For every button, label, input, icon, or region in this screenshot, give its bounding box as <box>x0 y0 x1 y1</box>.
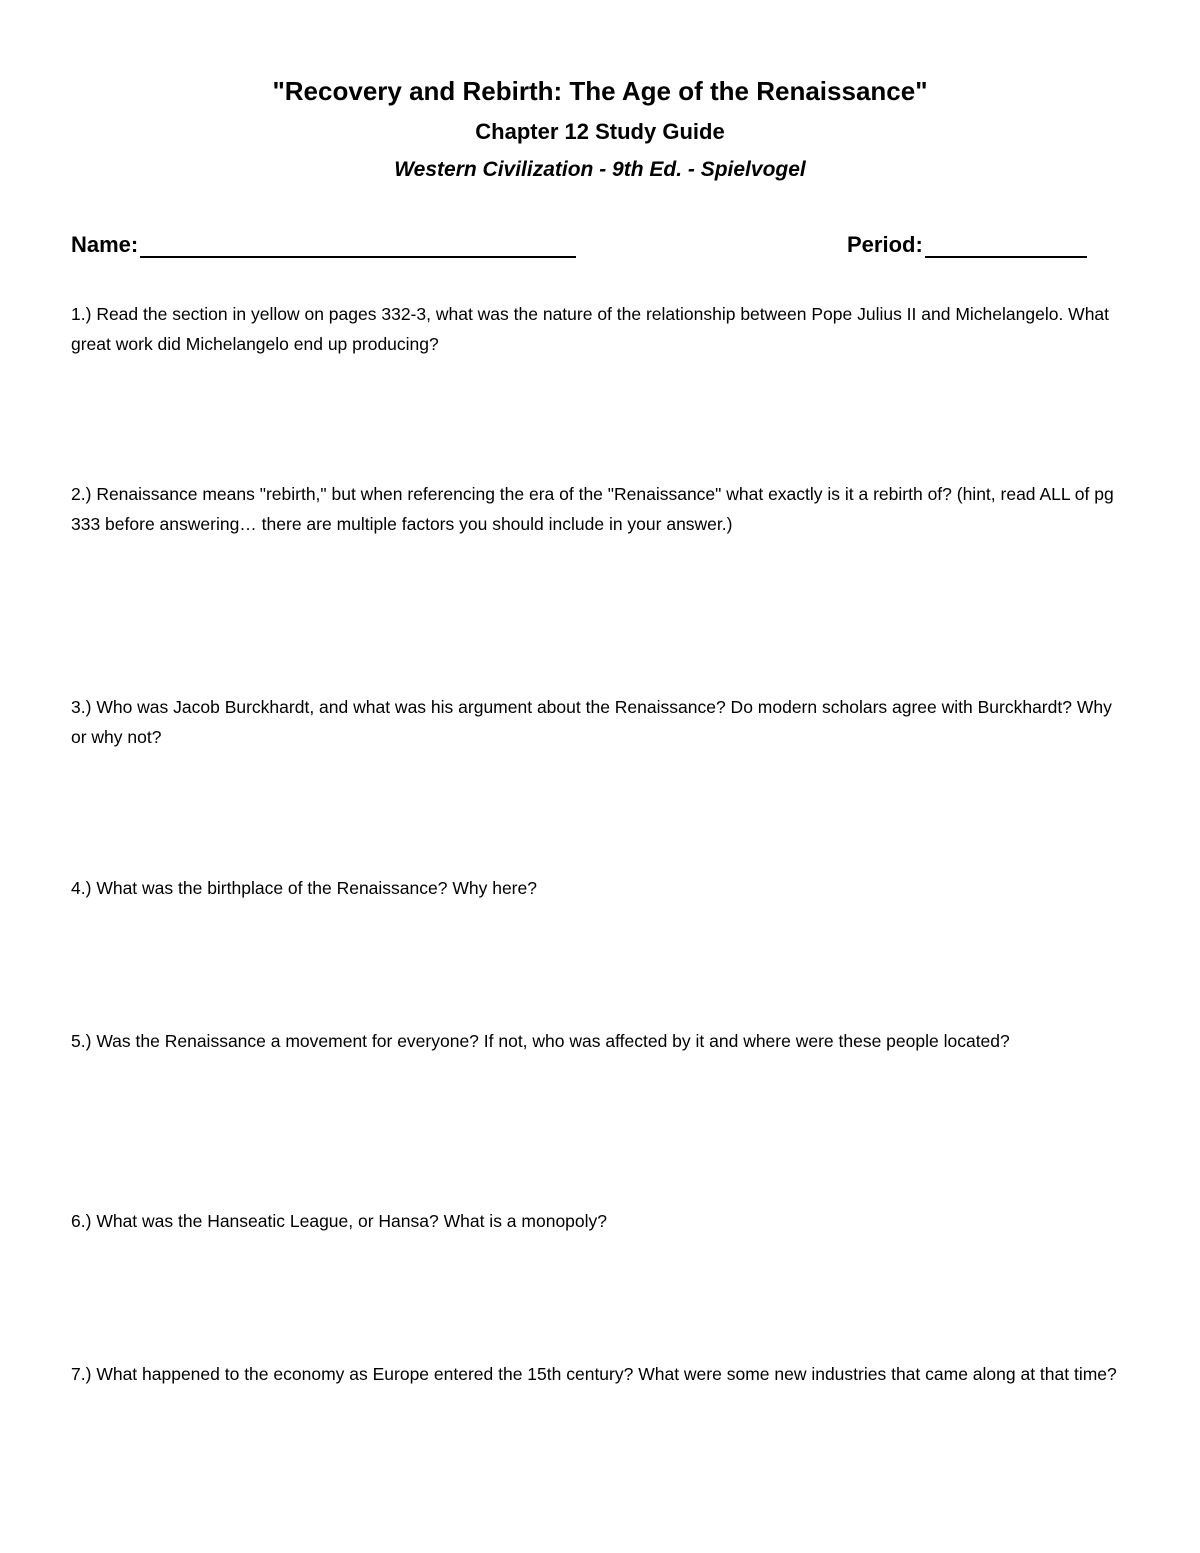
question-7 <box>71 1359 1131 1389</box>
document-title: "Recovery and Rebirth: The Age of the Renaissance" <box>272 76 928 106</box>
question-text: What happened to the economy as Europe entered the 15th century? What were some new industries that came along at that time? <box>96 1364 1117 1384</box>
period-field <box>847 232 1087 258</box>
question-number: 7.) <box>71 1364 92 1384</box>
question-2 <box>71 479 1131 539</box>
question-number: 6.) <box>71 1211 92 1231</box>
question-6 <box>71 1206 1131 1236</box>
question-number: 4.) <box>71 878 92 898</box>
textbook-reference: Western Civilization - 9th Ed. - Spielvogel <box>394 158 806 181</box>
question-1 <box>71 299 1131 359</box>
question-4 <box>71 873 1131 903</box>
question-text: Who was Jacob Burckhardt, and what was his argument about the Renaissance? Do modern scholars agree with Burckhardt? Why or why not? <box>71 697 1112 747</box>
question-5 <box>71 1026 1131 1056</box>
question-number: 2.) <box>71 484 92 504</box>
question-text: Was the Renaissance a movement for everyone? If not, who was affected by it and where were these people located? <box>96 1031 1010 1051</box>
document-subtitle: Chapter 12 Study Guide <box>475 119 725 144</box>
name-label: Name: <box>71 232 139 257</box>
question-text: Renaissance means "rebirth," but when referencing the era of the "Renaissance" what exactly is it a rebirth of? (hint, read ALL of pg 333 before answering… there are multiple factors you should include in your answer.) <box>71 484 1114 534</box>
question-text: Read the section in yellow on pages 332-3, what was the nature of the relationship between Pope Julius II and Michelangelo. What great work did Michelangelo end up producing? <box>71 304 1110 354</box>
question-number: 3.) <box>71 697 92 717</box>
question-number: 5.) <box>71 1031 92 1051</box>
period-label: Period: <box>847 232 923 257</box>
question-text: What was the birthplace of the Renaissance? Why here? <box>96 878 537 898</box>
question-text: What was the Hanseatic League, or Hansa? What is a monopoly? <box>96 1211 608 1231</box>
name-blank-line[interactable] <box>140 234 576 258</box>
period-blank-line[interactable] <box>925 234 1087 258</box>
question-3 <box>71 692 1131 752</box>
question-number: 1.) <box>71 304 92 324</box>
name-field <box>71 232 576 258</box>
